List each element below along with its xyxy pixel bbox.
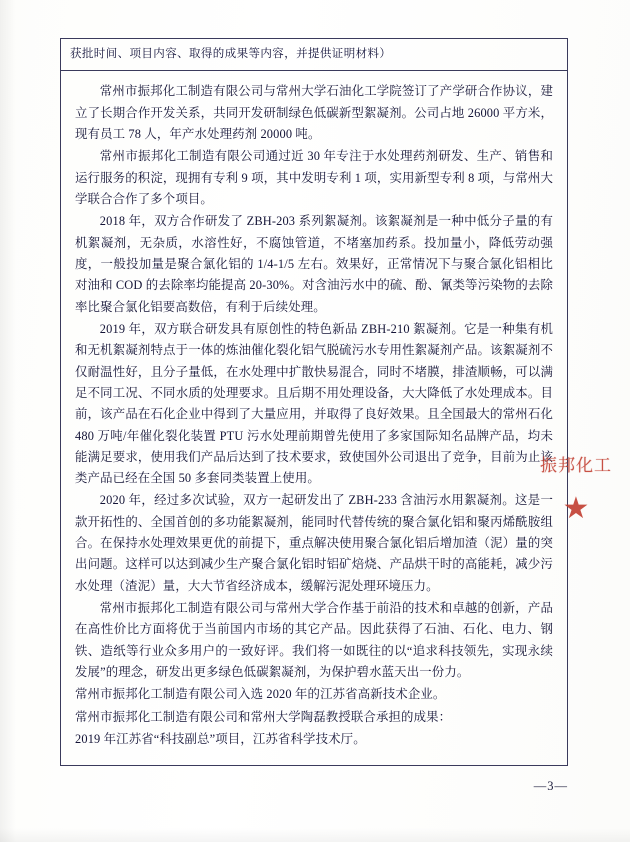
closing-line: 常州市振邦化工制造有限公司入选 2020 年的江苏省高新技术企业。 xyxy=(75,687,446,702)
page-edge-shadow-bottom xyxy=(0,828,630,842)
page-edge-shadow-left xyxy=(0,0,16,842)
form-header-note: 获批时间、项目内容、取得的成果等内容，并提供证明材料） xyxy=(61,39,567,71)
star-icon: ★ xyxy=(562,492,590,525)
closing-line: 常州市振邦化工制造有限公司和常州大学陶磊教授联合承担的成果： xyxy=(75,709,452,724)
paragraph: 常州市振邦化工制造有限公司通过近 30 年专注于水处理药剂研发、生产、销售和运行服务的积淀，现拥有专利 9 项，其中发明专利 1 项，实用新型专利 8 项，与常州大学联合合作了多个项目。 xyxy=(75,149,553,206)
paragraph: 常州市振邦化工制造有限公司与常州大学石油化工学院签订了产学研合作协议，建立了长期合作开发关系，共同开发研制绿色低碳新型絮凝剂。公司占地 26000 平方米，现有员工 78 人，年产水处理药剂 20000 吨。 xyxy=(75,84,553,141)
paragraph: 常州市振邦化工制造有限公司与常州大学合作基于前沿的技术和卓越的创新，产品在高性价比方面将优于当前国内市场的其它产品。因此获得了石油、石化、电力、钢铁、造纸等行业众多用户的一致好评。我们将一如既往的以“追求科技领先，实现永续发展”的理念，研发出更多绿色低碳絮凝剂，为保护碧水蓝天出一份力。 xyxy=(75,601,553,680)
closing-line: 2019 年江苏省“科技副总”项目，江苏省科学技术厅。 xyxy=(75,732,366,747)
document-table-frame xyxy=(60,38,568,766)
seal-text: 振邦化工 xyxy=(540,456,612,475)
paragraph: 2019 年，双方联合研发具有原创性的特色新品 ZBH-210 絮凝剂。它是一种集有机和无机絮凝剂特点于一体的炼油催化裂化铝气脱硫污水专用性絮凝剂产品。该絮凝剂不仅耐温性好，且分子量低，在水处理中扩散快易混合，同时不堵膜，排渣顺畅，可以满足不同工况、不同水质的处理要求。且后期不用处理设备，大大降低了水处理成本。目前，该产品在石化企业中得到了大量应用，并取得了良好效果。且全国最大的常州石化 480 万吨/年催化裂化装置 PTU 污水处理前期曾先使用了多家国际知名品牌产品，均未能满足要求，使用我们产品后达到了技术要求，致使国外公司退出了竞争，目前为止该类产品已经在全国 50 多套同类装置上使用。 xyxy=(75,321,553,486)
form-body-content xyxy=(61,71,567,765)
paragraph: 2018 年，双方合作研发了 ZBH-203 系列絮凝剂。该絮凝剂是一种中低分子量的有机絮凝剂，无杂质，水溶性好，不腐蚀管道，不堵塞加药系。投加量小，降低劳动强度，一般投加量是聚合氯化铝的 1/4-1/5 左右。效果好，正常情况下与聚合氯化铝相比对油和 COD 的去除率均能提高 20-30%。对含油污水中的硫、酚、氰类等污染物的去除率比聚合氯化铝要高数倍，有利于后续处理。 xyxy=(75,214,553,314)
page-number: —3— xyxy=(533,779,568,793)
paragraph: 2020 年，经过多次试验，双方一起研发出了 ZBH-233 含油污水用絮凝剂。这是一款开拓性的、全国首创的多功能絮凝剂，能同时代替传统的聚合氯化铝和聚丙烯酰胺组合。在保持水处理效果更优的前提下，重点解决使用聚合氯化铝后增加渣（泥）量的突出问题。这样可以达到减少生产聚合氯化铝时铝矿焙烧、产品烘干时的高能耗，减少污水处理（渣泥）量，大大节省经济成本，缓解污泥处理环境压力。 xyxy=(75,493,553,593)
